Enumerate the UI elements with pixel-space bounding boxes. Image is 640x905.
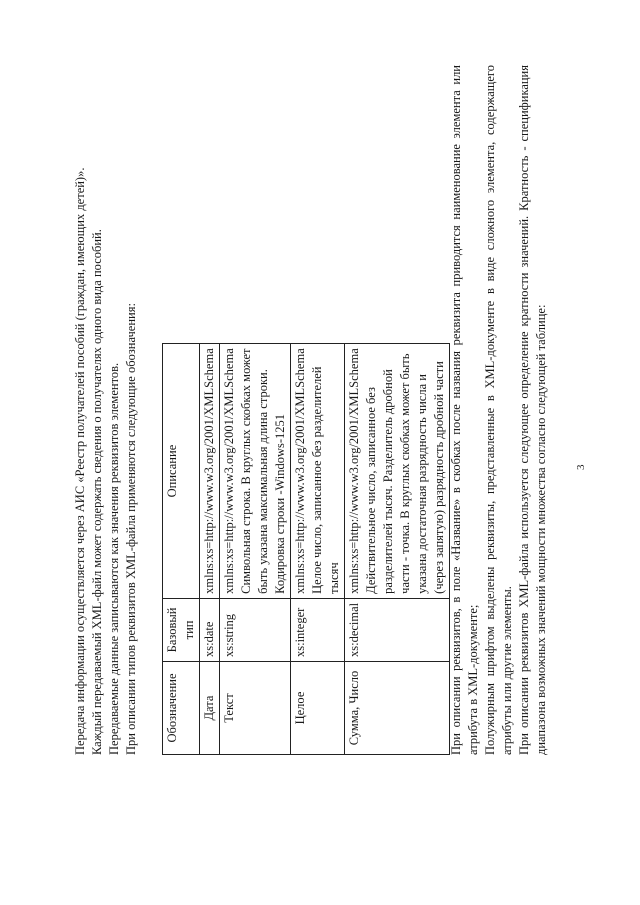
table-row (345, 344, 450, 755)
note-paragraph-2: Полужирным шрифтом выделены реквизиты, представленные в XML-документе в виде сложного элемента, содержащего атрибуты или другие элементы. (483, 65, 514, 755)
row-name: Текст (220, 662, 291, 755)
note-paragraph-3: При описании реквизитов XML-файла используется следующее определение кратности значений. Кратность - спецификация диапазона возможных значений мощности множества согласно следующей таблице: (517, 65, 548, 755)
note-paragraph-1: При описании реквизитов, в поле «Название» в скобках после названия реквизита приводится наименование элемента или атрибута в XML-документе; (449, 65, 480, 755)
table-row (291, 344, 345, 755)
row-name: Дата (200, 662, 220, 755)
table-row (200, 344, 220, 755)
row-name: Целое (291, 662, 345, 755)
row-name: Сумма, Число (345, 662, 450, 755)
row-description: xmlns:xs=http://www.w3.org/2001/XMLSchema Целое число, записанное без разделителей тысяч (291, 344, 345, 599)
intro-paragraph-3: Передаваемые данные записываются как значения реквизитов элементов. (107, 362, 121, 755)
row-description: xmlns:xs=http://www.w3.org/2001/XMLSchema (200, 344, 220, 599)
table-header-row (163, 344, 200, 755)
header-base-type: Базовый тип (163, 598, 200, 661)
header-description: Описание (163, 344, 200, 599)
table-row (220, 344, 291, 755)
row-description: xmlns:xs=http://www.w3.org/2001/XMLSchema Символьная строка. В круглых скобках может быть указана максимальная длина строки. Кодировка строки -Windows-1251 (220, 344, 291, 599)
header-designation: Обозначение (163, 662, 200, 755)
row-type: xs:string (220, 598, 291, 661)
row-type: xs:integer (291, 598, 345, 661)
row-type: xs:date (200, 598, 220, 661)
intro-paragraph-2: Каждый передаваемый XML-файл может содержать сведения о получателях одного вида пособий. (90, 229, 104, 755)
intro-paragraph-1: Передача информации осуществляется через АИС «Реестр получателей пособий (граждан, имеющих детей)». (73, 167, 87, 755)
intro-paragraph-4: При описании типов реквизитов XML-файла применяются следующие обозначения: (124, 303, 138, 755)
page-number: 3 (575, 464, 587, 470)
row-description: xmlns:xs=http://www.w3.org/2001/XMLSchema Действительное число, записанное без разделителей тысяч. Разделитель дробной части - точка. В круглых скобках может быть указана достаточная разрядность числа и (через запятую) разрядность дробной части (345, 344, 450, 599)
type-designations-table (162, 343, 450, 755)
row-type: xs:decimal (345, 598, 450, 661)
